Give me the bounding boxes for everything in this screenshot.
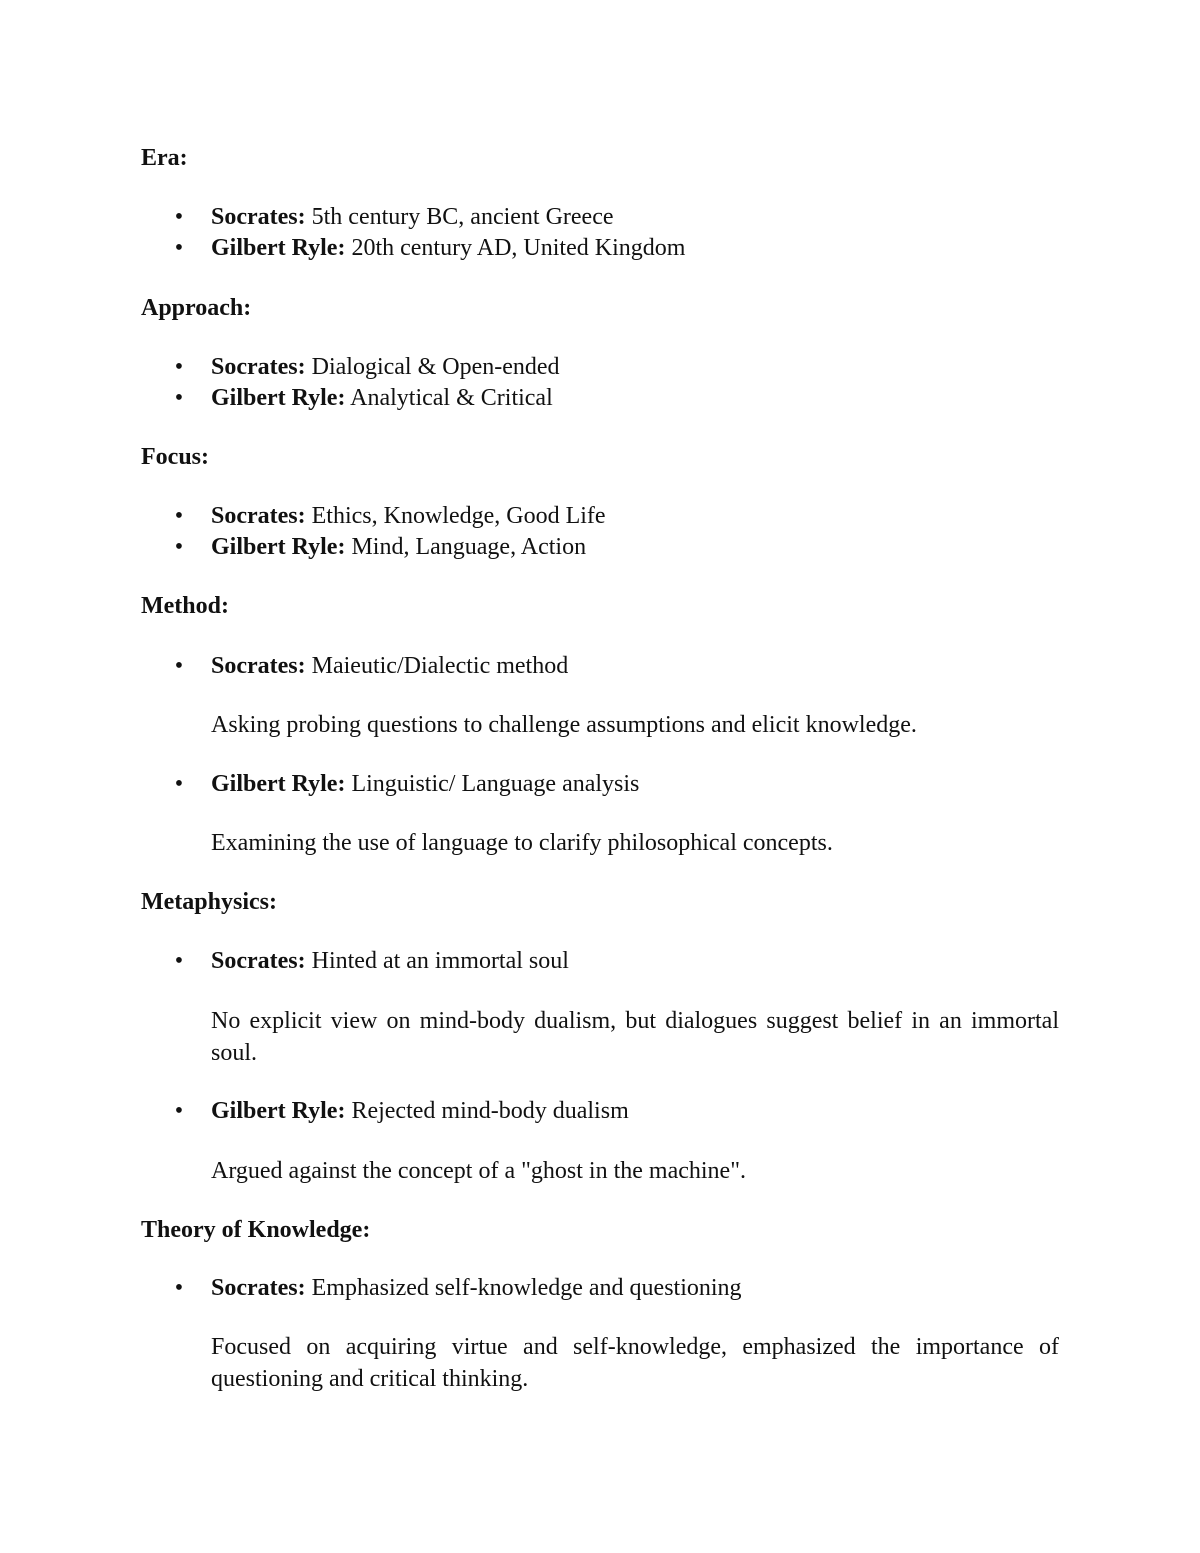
item-text: Ethics, Knowledge, Good Life: [311, 503, 606, 529]
bullet-icon: •: [174, 948, 184, 974]
bullet-icon: •: [174, 503, 184, 529]
section-title-era: Era:: [141, 145, 188, 171]
item-label: Socrates:: [211, 503, 306, 529]
bullet-icon: •: [174, 771, 184, 797]
item-label: Gilbert Ryle:: [211, 385, 346, 411]
bullet-icon: •: [174, 1275, 184, 1301]
item-description-knowledge-socrates: Focused on acquiring virtue and self-knowledge, emphasized the importance of questioning and critical thinking.: [211, 1334, 1059, 1392]
item-description-metaphysics-socrates: No explicit view on mind-body dualism, but dialogues suggest belief in an immortal soul.: [211, 1008, 1059, 1066]
item-description-method-socrates: Asking probing questions to challenge assumptions and elicit knowledge.: [211, 712, 917, 738]
list-item-era-ryle: [174, 233, 686, 263]
item-text: 5th century BC, ancient Greece: [311, 204, 614, 230]
item-label: Socrates:: [211, 653, 306, 679]
section-title-metaphysics: Metaphysics:: [141, 889, 277, 915]
item-label: Gilbert Ryle:: [211, 235, 346, 261]
item-text: Dialogical & Open-ended: [311, 354, 560, 380]
section-title-approach: Approach:: [141, 295, 252, 321]
item-text: Hinted at an immortal soul: [311, 948, 569, 974]
item-text: 20th century AD, United Kingdom: [351, 235, 686, 261]
list-item-knowledge-socrates: [174, 1273, 742, 1303]
bullet-icon: •: [174, 235, 184, 261]
item-label: Socrates:: [211, 354, 306, 380]
list-item-metaphysics-socrates: [174, 946, 569, 976]
section-title-theory-of-knowledge: Theory of Knowledge:: [141, 1217, 371, 1243]
bullet-icon: •: [174, 534, 184, 560]
item-label: Socrates:: [211, 1275, 306, 1301]
item-label: Gilbert Ryle:: [211, 771, 346, 797]
section-title-focus: Focus:: [141, 444, 209, 470]
bullet-icon: •: [174, 1098, 184, 1124]
bullet-icon: •: [174, 653, 184, 679]
bullet-icon: •: [174, 385, 184, 411]
list-item-focus-ryle: [174, 532, 587, 562]
list-item-approach-ryle: [174, 383, 553, 413]
item-description-metaphysics-ryle: Argued against the concept of a "ghost in the machine".: [211, 1158, 746, 1184]
item-text: Rejected mind-body dualism: [351, 1098, 629, 1124]
list-item-focus-socrates: [174, 501, 606, 531]
item-description-method-ryle: Examining the use of language to clarify philosophical concepts.: [211, 830, 833, 856]
item-label: Socrates:: [211, 948, 306, 974]
bullet-icon: •: [174, 354, 184, 380]
bullet-icon: •: [174, 204, 184, 230]
list-item-approach-socrates: [174, 352, 560, 382]
list-item-method-socrates: [174, 651, 569, 681]
list-item-era-socrates: [174, 202, 614, 232]
item-text: Analytical & Critical: [350, 385, 553, 411]
item-label: Gilbert Ryle:: [211, 1098, 346, 1124]
item-text: Maieutic/Dialectic method: [311, 653, 569, 679]
list-item-method-ryle: [174, 769, 640, 799]
section-title-method: Method:: [141, 593, 229, 619]
item-text: Emphasized self-knowledge and questioning: [311, 1275, 742, 1301]
item-label: Gilbert Ryle:: [211, 534, 346, 560]
list-item-metaphysics-ryle: [174, 1096, 629, 1126]
item-text: Linguistic/ Language analysis: [351, 771, 640, 797]
item-label: Socrates:: [211, 204, 306, 230]
item-text: Mind, Language, Action: [351, 534, 587, 560]
